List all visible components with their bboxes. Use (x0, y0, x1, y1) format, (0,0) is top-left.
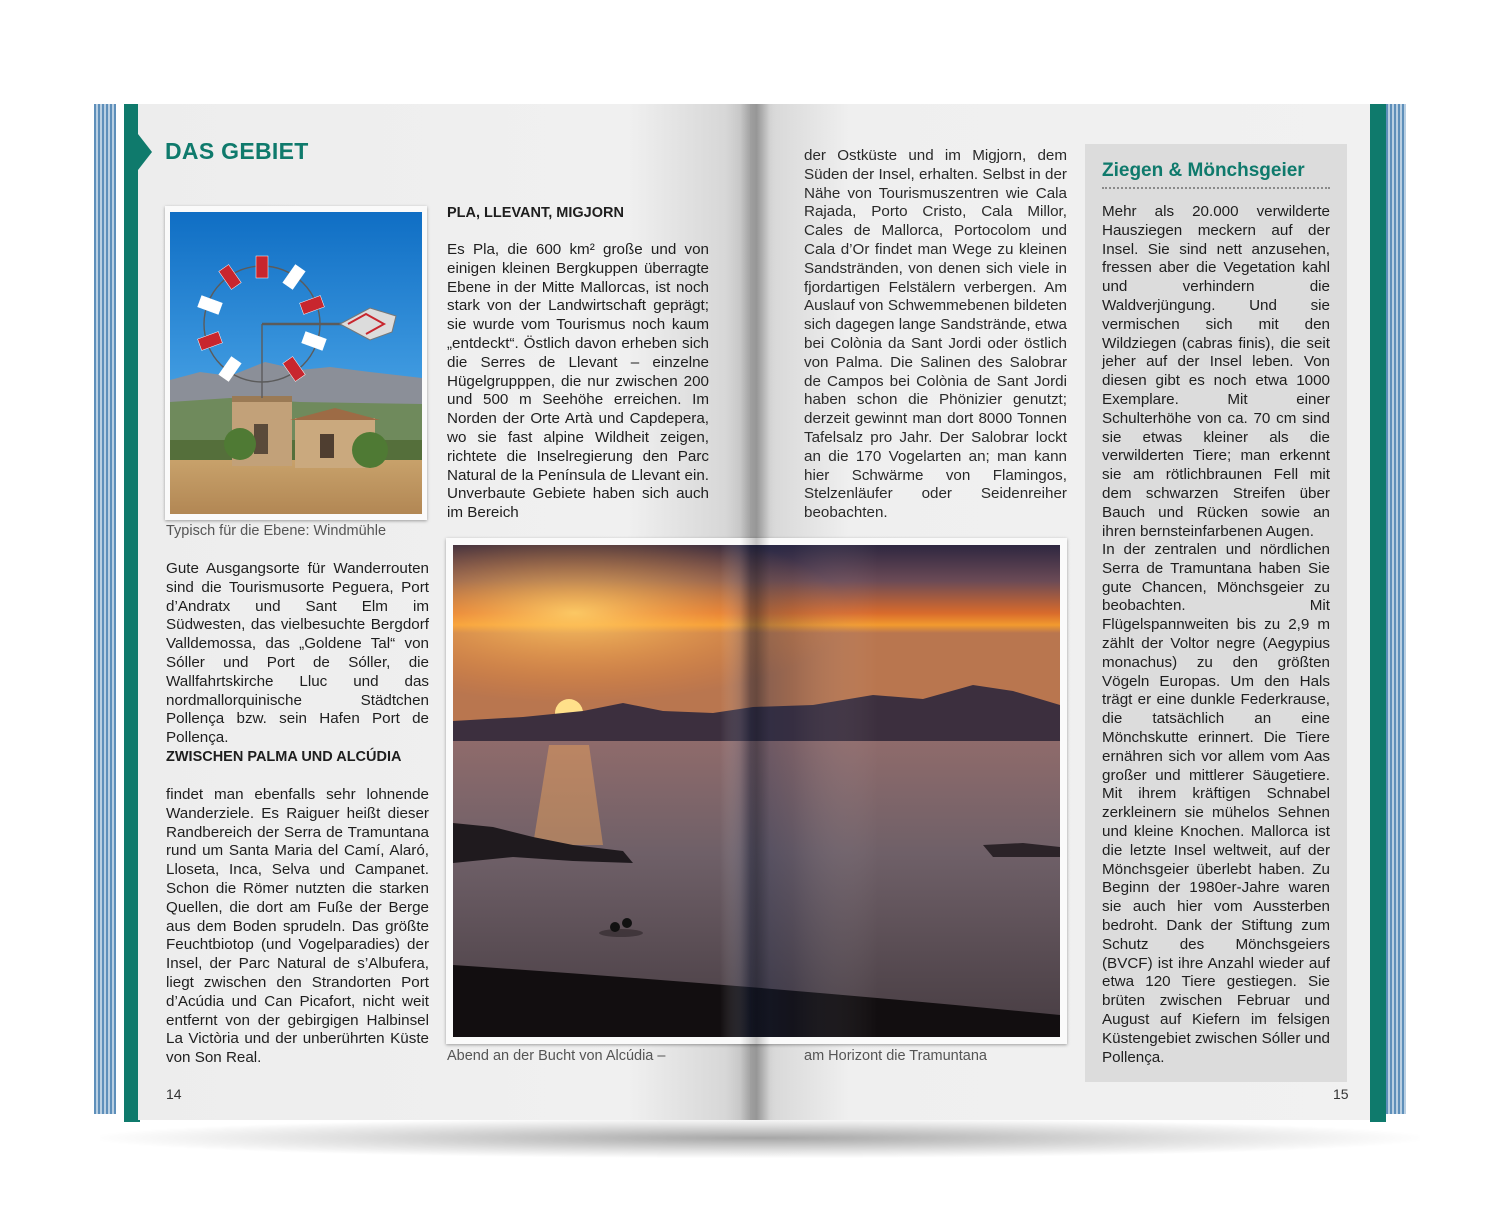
page-stack-right (1384, 104, 1406, 1114)
page-stack-left (94, 104, 116, 1114)
sidebar-paragraph-2: In der zentralen und nördlichen Serra de Tramuntana haben Sie gute Chancen, Mönchsgeier zu beobachten. Mit Flügelspannweiten bis zu 2,9 m zählt der Voltor negre (Aegypius monachus) zu den größten Vögeln Europas. Um den Hals trägt er eine dunkle Federkrause, die tatsächlich an eine Mönchskutte erinnert. Die Tiere ernähren sich vor allem vom Aas großer und mittlerer Säugetiere. Mit ihrem kräftigen Schnabel zerkleinern sie mühelos Sehnen und kleine Knochen. Mallorca ist die letzte Insel weltweit, auf der Mönchsgeier überlebt haben. Zu Beginn der 1980er-Jahre waren sie auch hier vom Aussterben bedroht. Dank der Stiftung zum Schutz des Mönchsgeiers (BVCF) ist ihre Anzahl wieder auf etwa 120 Tiere gestiegen. Sie brüten zwischen Februar und August auf Kiefern im felsigen Küstengebiet zwischen Sóller und Pollença. (1102, 541, 1330, 1066)
teal-edge-right (1370, 104, 1386, 1122)
sunset-caption-right: am Horizont die Tramuntana (804, 1048, 987, 1064)
intro-paragraph: Gute Ausgangsorte für Wanderrouten sind die Tourismusorte Peguera, Port d’Andratx und Sant Elm im Südwesten, das vielbesuchte Bergdorf Valldemossa, das „Goldene Tal“ von Sóller und Port de Sóller, die Wallfahrtskirche Lluc und das nordmallorquinische Städtchen Pollença bzw. sein Hafen Port de Pollença. (166, 560, 429, 747)
sidebar-title: Ziegen & Mönchsgeier (1102, 160, 1330, 189)
section2-heading: ZWISCHEN PALMA UND ALCÚDIA (166, 749, 402, 765)
page-number-left: 14 (166, 1086, 182, 1102)
sunset-photo (453, 545, 1060, 1037)
windmill-photo-frame (165, 206, 427, 520)
windmill-caption: Typisch für die Ebene: Windmühle (166, 523, 387, 539)
section1-paragraph: Es Pla, die 600 km² große und von einigen kleinen Bergkuppen überragte Ebene in der Mitte Mallorcas, ist noch stark von der Landwirtschaft geprägt; sie wurde vom Tourismus noch kaum „entdeckt“. Östlich davon erheben sich die Serres de Llevant – einzelne Hügelgrupppen, die nur zwischen 200 und 500 m Seehöhe erreichen. Im Norden der Orte Artà und Capdepera, wo sie fast alpine Wildheit zeigen, richtete die Inselregierung den Parc Natural de la Península de Llevant ein. Unverbaute Gebiete haben sich auch im Bereich (447, 241, 709, 522)
book-shadow (100, 1118, 1420, 1158)
windmill-photo (170, 212, 422, 514)
right-column-paragraph: der Ostküste und im Migjorn, dem Süden der Insel, erhalten. Selbst in der Nähe von Tourismuszentren wie Cala Rajada, Porto Cristo, Cala Millor, Cales de Mallorca, Portocolom und Cala d’Or findet man Wege zu kleinen Sandstränden, von denen sich viele in fjordartigen Felstälern verbergen. Am Auslauf von Schwemmebenen bildeten sich dagegen lange Sandstrände, etwa bei Colònia da Sant Jordi oder östlich von Palma. Die Salinen des Salobrar de Campos bei Colònia de Sant Jordi haben schon die Phönizier genutzt; derzeit gewinnt man dort 8000 Tonnen Tafelsalz pro Jahr. Der Salobrar lockt an die 170 Vogelarten an; man kann hier Schwärme von Flamingos, Stelzenläufer oder Seidenreiher beobachten. (804, 147, 1067, 522)
chapter-heading: DAS GEBIET (165, 138, 309, 164)
sidebar-paragraph-1: Mehr als 20.000 verwilderte Hausziegen meckern auf der Insel. Sie sind nett anzusehen, fressen aber die Vegetation kahl und verhindern die Waldverjüngung. Und sie vermischen sich mit den Wildziegen (cabras finis), die seit jeher auf der Insel leben. Von diesen gibt es noch etwa 1000 Exemplare. Mit einer Schulterhöhe von ca. 70 cm sind sie etwas kleiner als die verwilderten Tiere; man erkennt sie am rötlichbraunen Fell mit dem schwarzen Streifen über Bauch und Rücken sowie an ihren bernsteinfarbenen Augen. (1102, 203, 1330, 540)
chapter-marker (138, 134, 152, 170)
sunset-photo-frame (446, 538, 1067, 1044)
sunset-caption-left: Abend an der Bucht von Alcúdia – (447, 1048, 666, 1064)
section2-paragraph: findet man ebenfalls sehr lohnende Wanderziele. Es Raiguer heißt dieser Randbereich der Serra de Tramuntana rund um Santa Maria del Camí, Alaró, Lloseta, Inca, Selva und Campanet. Schon die Römer nutzten die starken Quellen, die dort am Fuße der Berge aus dem Boden sprudeln. Das größte Feuchtbiotop (und Vogelparadies) der Insel, der Parc Natural de s’Albufera, liegt zwischen den Strandorten Port d’Acúdia und Can Picafort, nicht weit entfernt von der gebirgigen Halbinsel La Victòria und der unberührten Küste von Son Real. (166, 786, 429, 1067)
page-number-right: 15 (1333, 1086, 1349, 1102)
section1-heading: PLA, LLEVANT, MIGJORN (447, 205, 624, 221)
